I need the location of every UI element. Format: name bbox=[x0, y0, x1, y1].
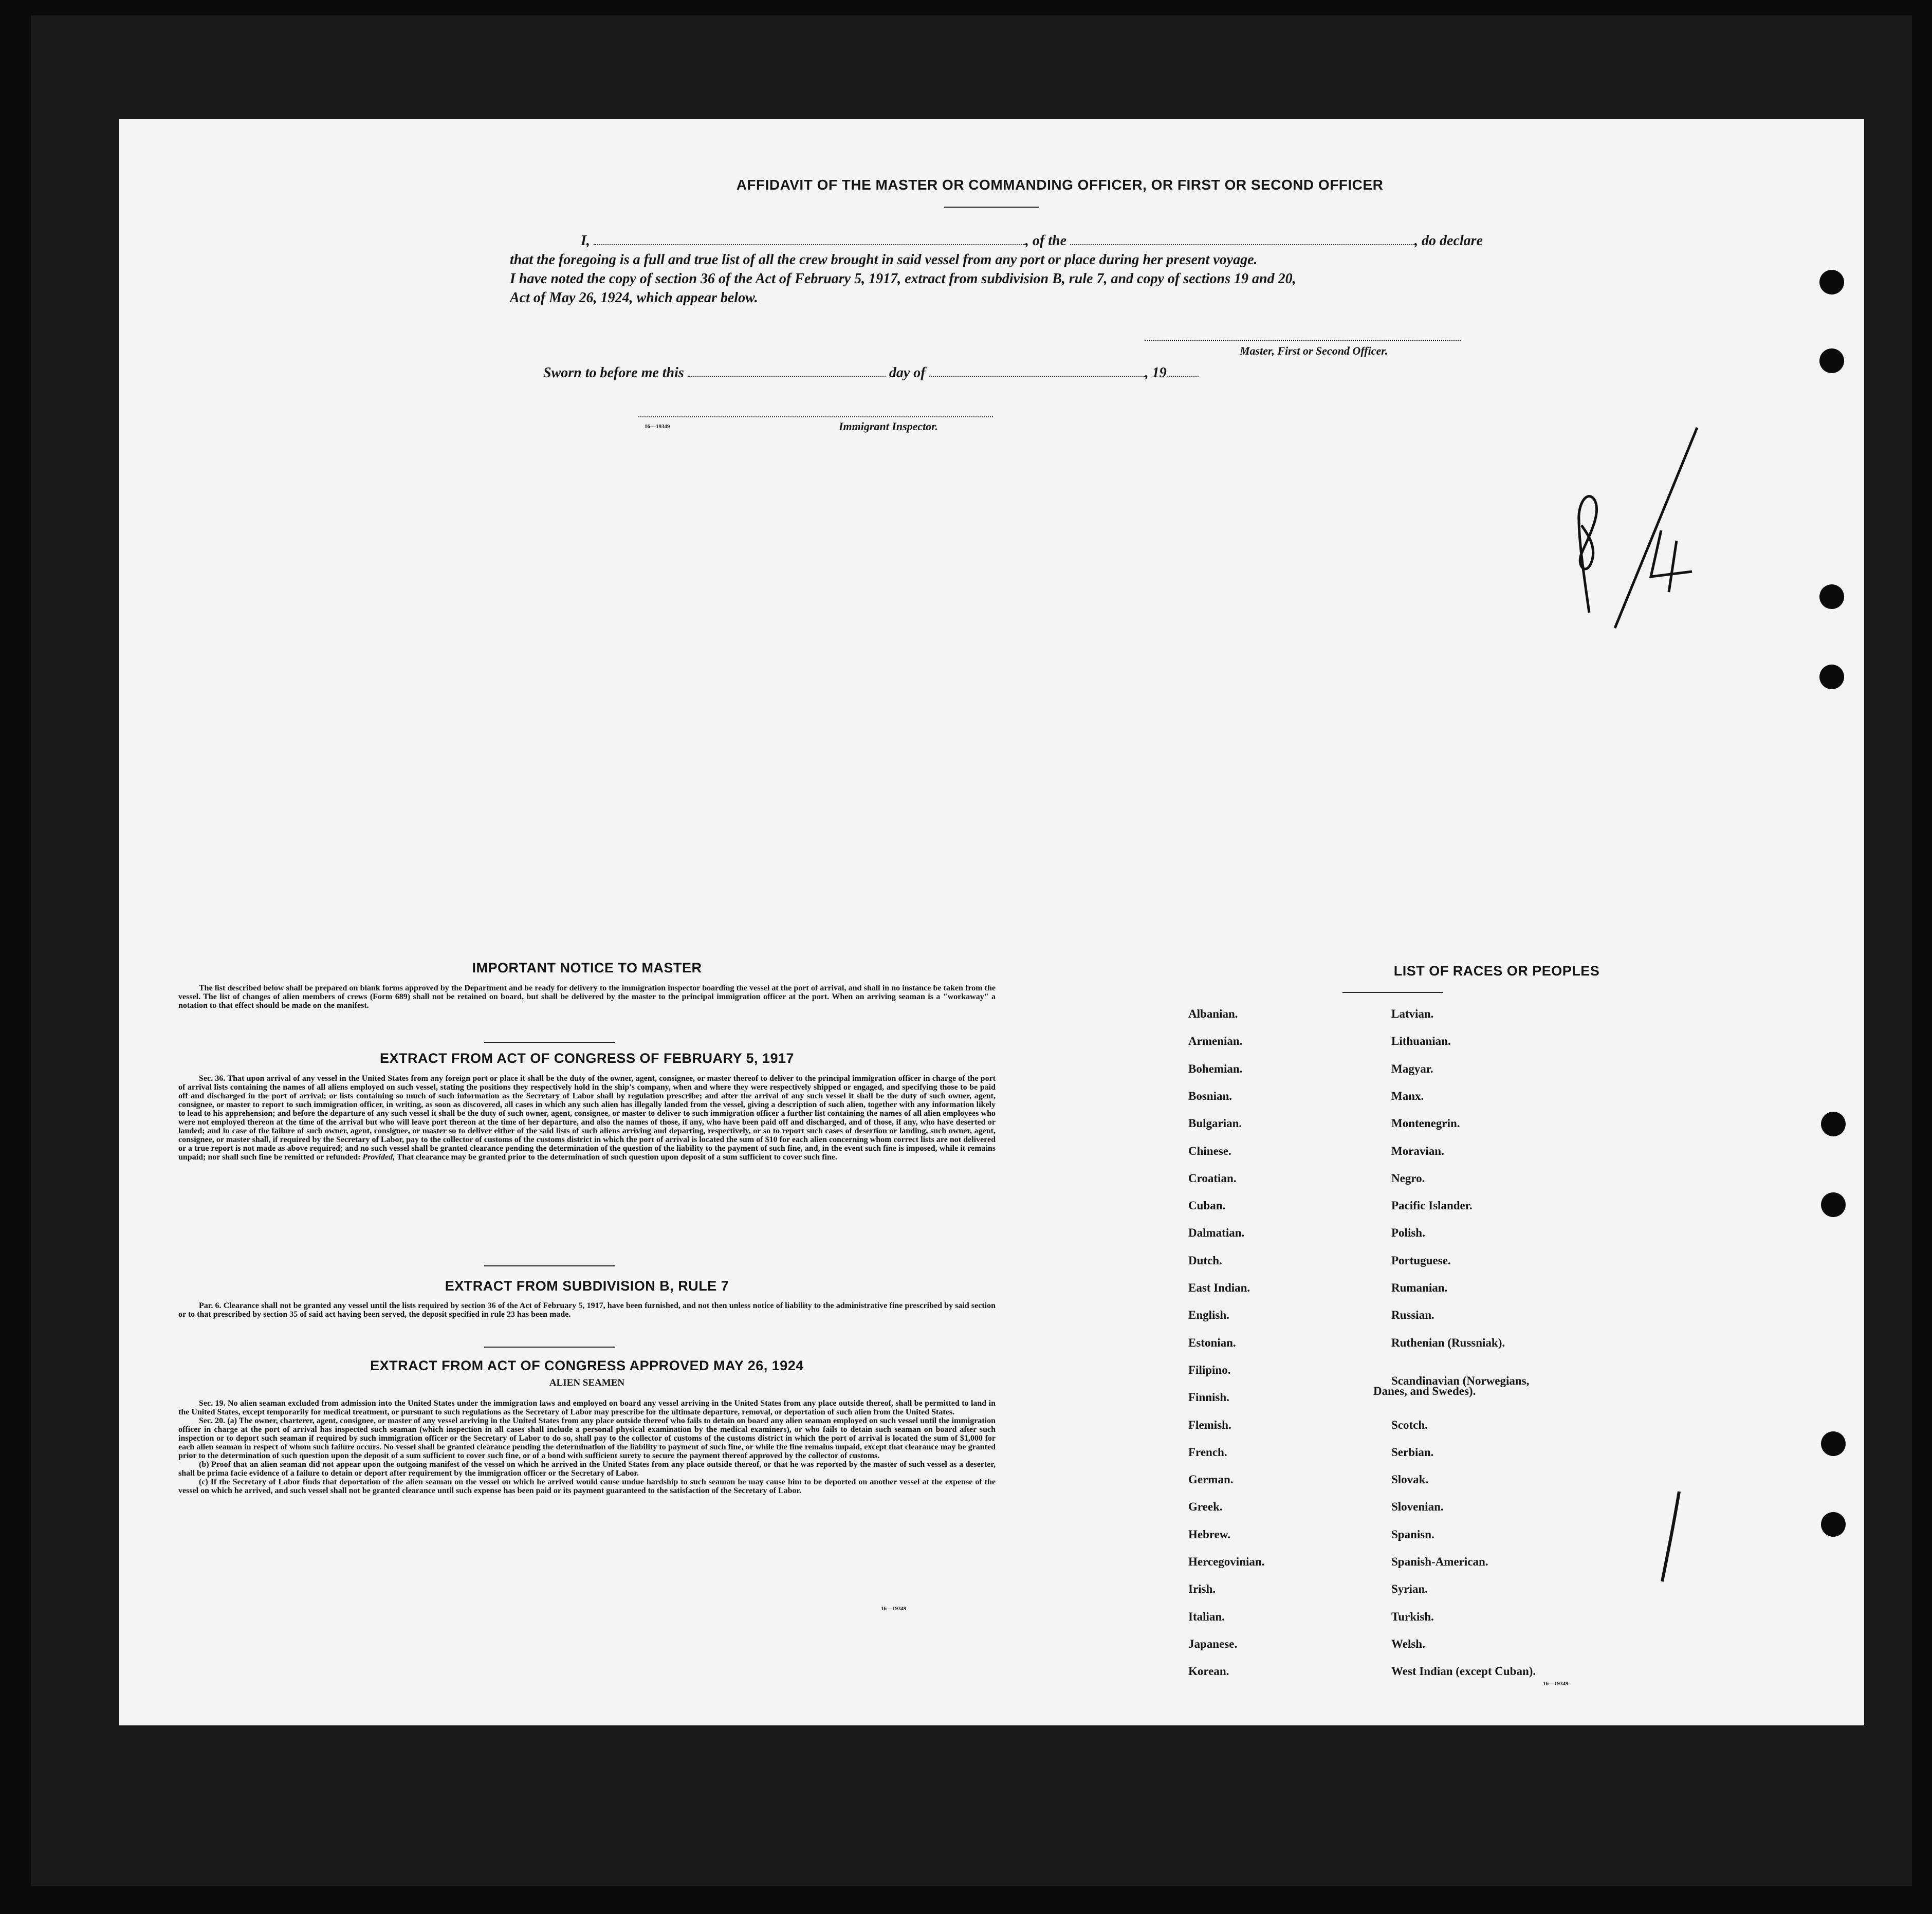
race-item-right: Moravian. bbox=[1391, 1144, 1444, 1157]
race-item-left: East Indian. bbox=[1188, 1281, 1250, 1294]
extract-1924-heading: EXTRACT FROM ACT OF CONGRESS APPROVED MAY 26, 1924 bbox=[370, 1358, 804, 1373]
inspector-signature-line[interactable] bbox=[638, 416, 993, 417]
master-signature-line[interactable] bbox=[1145, 340, 1461, 341]
race-item-left: Japanese. bbox=[1188, 1637, 1238, 1650]
race-item-right: Montenegrin. bbox=[1391, 1117, 1460, 1130]
sworn-text: Sworn to before me this bbox=[543, 365, 684, 381]
sworn-day-blank[interactable] bbox=[688, 368, 886, 377]
proviso-text: Provided, bbox=[362, 1153, 395, 1162]
affidavit-title: AFFIDAVIT OF THE MASTER OR COMMANDING OFFICER, OR FIRST OR SECOND OFFICER bbox=[736, 177, 1384, 193]
subdivision-text bbox=[178, 1301, 996, 1319]
scandinavian-continued: Danes, and Swedes). bbox=[1373, 1385, 1476, 1397]
vessel-blank[interactable] bbox=[1070, 236, 1414, 245]
race-item-left: Finnish. bbox=[1188, 1391, 1229, 1404]
race-item-right: Syrian. bbox=[1391, 1582, 1428, 1596]
race-item-right: Polish. bbox=[1391, 1226, 1425, 1240]
inspector-caption: Immigrant Inspector. bbox=[839, 420, 939, 433]
sworn-year-blank[interactable] bbox=[1167, 368, 1199, 377]
races-heading: LIST OF RACES OR PEOPLES bbox=[1393, 963, 1600, 979]
extract-1917-heading: EXTRACT FROM ACT OF CONGRESS OF FEBRUARY 5, 1917 bbox=[379, 1051, 795, 1066]
sec36-text-end: That clearance may be granted prior to the determination of such question upon deposit of a sum sufficient to cover such fine. bbox=[396, 1153, 837, 1162]
sec20a-paragraph: Sec. 20. (a) The owner, charterer, agent, consignee, or master of any vessel arriving in the United States from any place outside thereof who fails to detain on board any alien seaman employed on such vessel until the immigration officer in charge at the port of arrival has inspected such seaman (which inspection in all cases shall include a personal physical examination by the medical examiners), or who fails to detain such seaman on board after such inspection or to deport such seaman if required by such immigration officer or the Secretary of Labor to do so, shall pay to the collector of customs of the customs district in which the port of arrival is located the sum of $1,000 for each alien seaman in respect of whom such failure occurs. No vessel shall be granted clearance pending the determination of the liability to payment of such fine, or while the fine remains unpaid, except that clearance may be granted prior to the determination of such question upon the deposit of a sum sufficient to cover such fine, or of a bond with sufficient surety to secure the payment thereof approved by the collector of customs. bbox=[178, 1416, 996, 1460]
race-item-left: Italian. bbox=[1188, 1610, 1225, 1623]
sec20c-paragraph: (c) If the Secretary of Labor finds that deportation of the alien seaman on the vessel on which he arrived would cause undue hardship to such seaman he may cause him to be deported on another vessel at the expense of the vessel on which he arrived, and such vessel shall not be granted clearance until such expense has been paid or its payment guaranteed to the satisfaction of the Secretary of Labor. bbox=[178, 1478, 996, 1495]
race-item-right: Scandinavian (Norwegians, bbox=[1391, 1374, 1530, 1388]
alien-seamen-subheading: ALIEN SEAMEN bbox=[549, 1377, 625, 1388]
race-item-left: Armenian. bbox=[1188, 1035, 1243, 1048]
race-item-right: Pacific Islander. bbox=[1391, 1199, 1473, 1212]
race-item-left: Flemish. bbox=[1188, 1418, 1231, 1431]
affidavit-declare: , do declare bbox=[1414, 233, 1483, 249]
binder-hole bbox=[1821, 1192, 1846, 1217]
sec36-text: Sec. 36. That upon arrival of any vessel in the United States from any foreign port or place it shall be the duty of the owner, agent, consignee, or master thereof to deliver to the principal immigration officer in charge of the port of arrival lists containing the names of all aliens employed on such vessel, stating the positions they respectively hold in the ship's company, when and where they were respectively shipped or engaged, and specifying those to be paid off and discharged in the port of arrival; or lists containing so much of such information as the Secretary of Labor shall by regulation prescribe; and after the arrival of any such vessel it shall be the duty of such owner, agent, consignee, or master to report to such immigration officer, in writing, as soon as discovered, all cases in which any such alien has illegally landed from the vessel, giving a description of such alien, together with any information likely to lead to his apprehension; and before the departure of any such vessel it shall be the duty of such owner, agent, consignee, or master to deliver to such immigration officer a further list containing the names of all alien employees who were not employed thereon at the time of the arrival but who will leave port thereon at the time of her departure, and also the names of those, if any, who have been paid off and discharged, and of those, if any, who have deserted or landed; and in case of the failure of such owner, agent, consignee, or master so to deliver either of the said lists of such aliens arriving and departing, respectively, or so to report such cases of desertion or landing, such owner, agent, consignee, or master shall, if required by the Secretary of Labor, pay to the collector of customs of the customs district in which the port of arrival is located the sum of $10 for each alien concerning whom correct lists are not delivered or a true report is not made as above required; and no such vessel shall be granted clearance pending the determination of the question of the liability to the payment of such fine, and, in the event such fine is imposed, while it remains unpaid; nor shall such fine be remitted or refunded: bbox=[178, 1074, 996, 1162]
subdivision-paragraph: Par. 6. Clearance shall not be granted any vessel until the lists required by section 36 of the Act of February 5, 1917, have been furnished, and not then unless notice of liability to the administrative fine prescribed by said section or to that prescribed by section 35 of said act having been served, the deposit specified in rule 23 has been made. bbox=[178, 1301, 996, 1319]
race-item-right: Ruthenian (Russniak). bbox=[1391, 1336, 1505, 1349]
race-item-right: Lithuanian. bbox=[1391, 1035, 1451, 1048]
binder-hole bbox=[1821, 1431, 1846, 1456]
race-item-left: French. bbox=[1188, 1445, 1227, 1459]
race-item-left: Greek. bbox=[1188, 1500, 1223, 1514]
race-item-left: Filipino. bbox=[1188, 1363, 1231, 1376]
race-item-left: Hebrew. bbox=[1188, 1527, 1230, 1541]
race-item-right: Turkish. bbox=[1391, 1610, 1434, 1623]
document-page bbox=[119, 119, 1864, 1725]
race-item-left: German. bbox=[1188, 1473, 1234, 1486]
race-item-left: Korean. bbox=[1188, 1665, 1229, 1678]
race-item-left: Dutch. bbox=[1188, 1254, 1222, 1267]
race-item-right: Latvian. bbox=[1391, 1007, 1434, 1020]
race-item-right: Slovak. bbox=[1391, 1473, 1429, 1486]
race-item-right: Serbian. bbox=[1391, 1445, 1434, 1459]
extract-1917-rule bbox=[484, 1265, 615, 1266]
affidavit-line4: Act of May 26, 1924, which appear below. bbox=[510, 290, 758, 306]
notice-heading: IMPORTANT NOTICE TO MASTER bbox=[472, 960, 702, 976]
races-rule bbox=[1342, 992, 1443, 993]
race-item-left: Croatian. bbox=[1188, 1171, 1237, 1185]
race-item-right: Spanisn. bbox=[1391, 1527, 1434, 1541]
affidavit-form-number: 16—19349 bbox=[645, 424, 670, 430]
race-item-left: English. bbox=[1188, 1309, 1229, 1322]
binder-hole bbox=[1819, 665, 1844, 689]
binder-hole bbox=[1819, 270, 1844, 295]
year-prefix: , 19 bbox=[1145, 365, 1167, 381]
sec19-paragraph: Sec. 19. No alien seaman excluded from admission into the United States under the immigration laws and employed on board any vessel arriving in the United States from any place outside thereof, shall be permitted to land in the United States, except temporarily for medical treatment, or pursuant to such regulations as the Secretary of Labor may prescribe for the ultimate departure, removal, or deportation of such alien from the United States. bbox=[178, 1399, 996, 1416]
race-item-left: Bosnian. bbox=[1188, 1089, 1232, 1102]
race-item-right: Scotch. bbox=[1391, 1418, 1428, 1431]
master-caption: Master, First or Second Officer. bbox=[1240, 344, 1388, 357]
handwritten-tick bbox=[1656, 1486, 1687, 1589]
extract-1924-text bbox=[178, 1399, 996, 1495]
race-item-left: Hercegovinian. bbox=[1188, 1555, 1265, 1568]
race-item-right: Spanish-American. bbox=[1391, 1555, 1488, 1568]
notice-rule bbox=[484, 1042, 615, 1043]
name-blank[interactable] bbox=[594, 236, 1025, 245]
binder-hole bbox=[1819, 348, 1844, 373]
affidavit-of-the: , of the bbox=[1025, 233, 1067, 249]
sworn-line bbox=[543, 363, 1366, 383]
affidavit-i: I, bbox=[581, 233, 590, 249]
race-item-left: Bohemian. bbox=[1188, 1062, 1243, 1075]
race-item-left: Cuban. bbox=[1188, 1199, 1226, 1212]
race-item-right: Slovenian. bbox=[1391, 1500, 1444, 1514]
binder-hole bbox=[1819, 584, 1844, 609]
affidavit-line3: I have noted the copy of section 36 of the Act of February 5, 1917, extract from subdivision B, rule 7, and copy of sections 19 and 20, bbox=[510, 271, 1296, 287]
extract-form-number: 16—19349 bbox=[881, 1606, 907, 1612]
affidavit-line2: that the foregoing is a full and true list of all the crew brought in said vessel from any port or place during her present voyage. bbox=[510, 252, 1258, 268]
subdivision-rule bbox=[484, 1347, 615, 1348]
race-item-right: West Indian (except Cuban). bbox=[1391, 1665, 1536, 1678]
race-item-right: Rumanian. bbox=[1391, 1281, 1448, 1294]
race-item-right: Negro. bbox=[1391, 1171, 1425, 1185]
extract-1917-text bbox=[178, 1074, 996, 1162]
race-item-left: Irish. bbox=[1188, 1582, 1216, 1596]
sworn-month-blank[interactable] bbox=[929, 368, 1145, 377]
race-item-left: Chinese. bbox=[1188, 1144, 1231, 1157]
title-rule bbox=[944, 207, 1039, 208]
notice-text bbox=[178, 984, 996, 1010]
binder-hole bbox=[1821, 1112, 1846, 1136]
subdivision-heading: EXTRACT FROM SUBDIVISION B, RULE 7 bbox=[445, 1278, 729, 1294]
race-item-left: Bulgarian. bbox=[1188, 1117, 1242, 1130]
handwritten-fraction bbox=[1558, 422, 1728, 638]
race-item-right: Welsh. bbox=[1391, 1637, 1425, 1650]
affidavit-line1 bbox=[541, 231, 1543, 251]
race-item-right: Magyar. bbox=[1391, 1062, 1433, 1075]
races-form-number: 16—19349 bbox=[1543, 1681, 1569, 1687]
sec20b-paragraph: (b) Proof that an alien seaman did not appear upon the outgoing manifest of the vessel on which he arrived in the United States from any place outside thereof, or that he was reported by the master of such vessel as a deserter, shall be prima facie evidence of a failure to detain or deport after requirement by the immigration officer or the Secretary of Labor. bbox=[178, 1460, 996, 1478]
race-item-right: Manx. bbox=[1391, 1089, 1424, 1102]
notice-paragraph: The list described below shall be prepared on blank forms approved by the Department and be ready for delivery to the immigration inspector boarding the vessel at the port of arrival, and shall in no instance be taken from the vessel. The list of changes of alien members of crews (Form 689) shall not be retained on board, but shall be delivered by the master to the principal immigration officer at the port. When an arriving seaman is a "workaway" a notation to that effect should be made on the manifest. bbox=[178, 984, 996, 1010]
race-item-right: Russian. bbox=[1391, 1309, 1434, 1322]
race-item-right: Portuguese. bbox=[1391, 1254, 1451, 1267]
binder-hole bbox=[1821, 1512, 1846, 1537]
race-item-left: Estonian. bbox=[1188, 1336, 1236, 1349]
race-item-left: Albanian. bbox=[1188, 1007, 1238, 1020]
race-item-left: Dalmatian. bbox=[1188, 1226, 1245, 1240]
day-of-text: day of bbox=[889, 365, 926, 381]
